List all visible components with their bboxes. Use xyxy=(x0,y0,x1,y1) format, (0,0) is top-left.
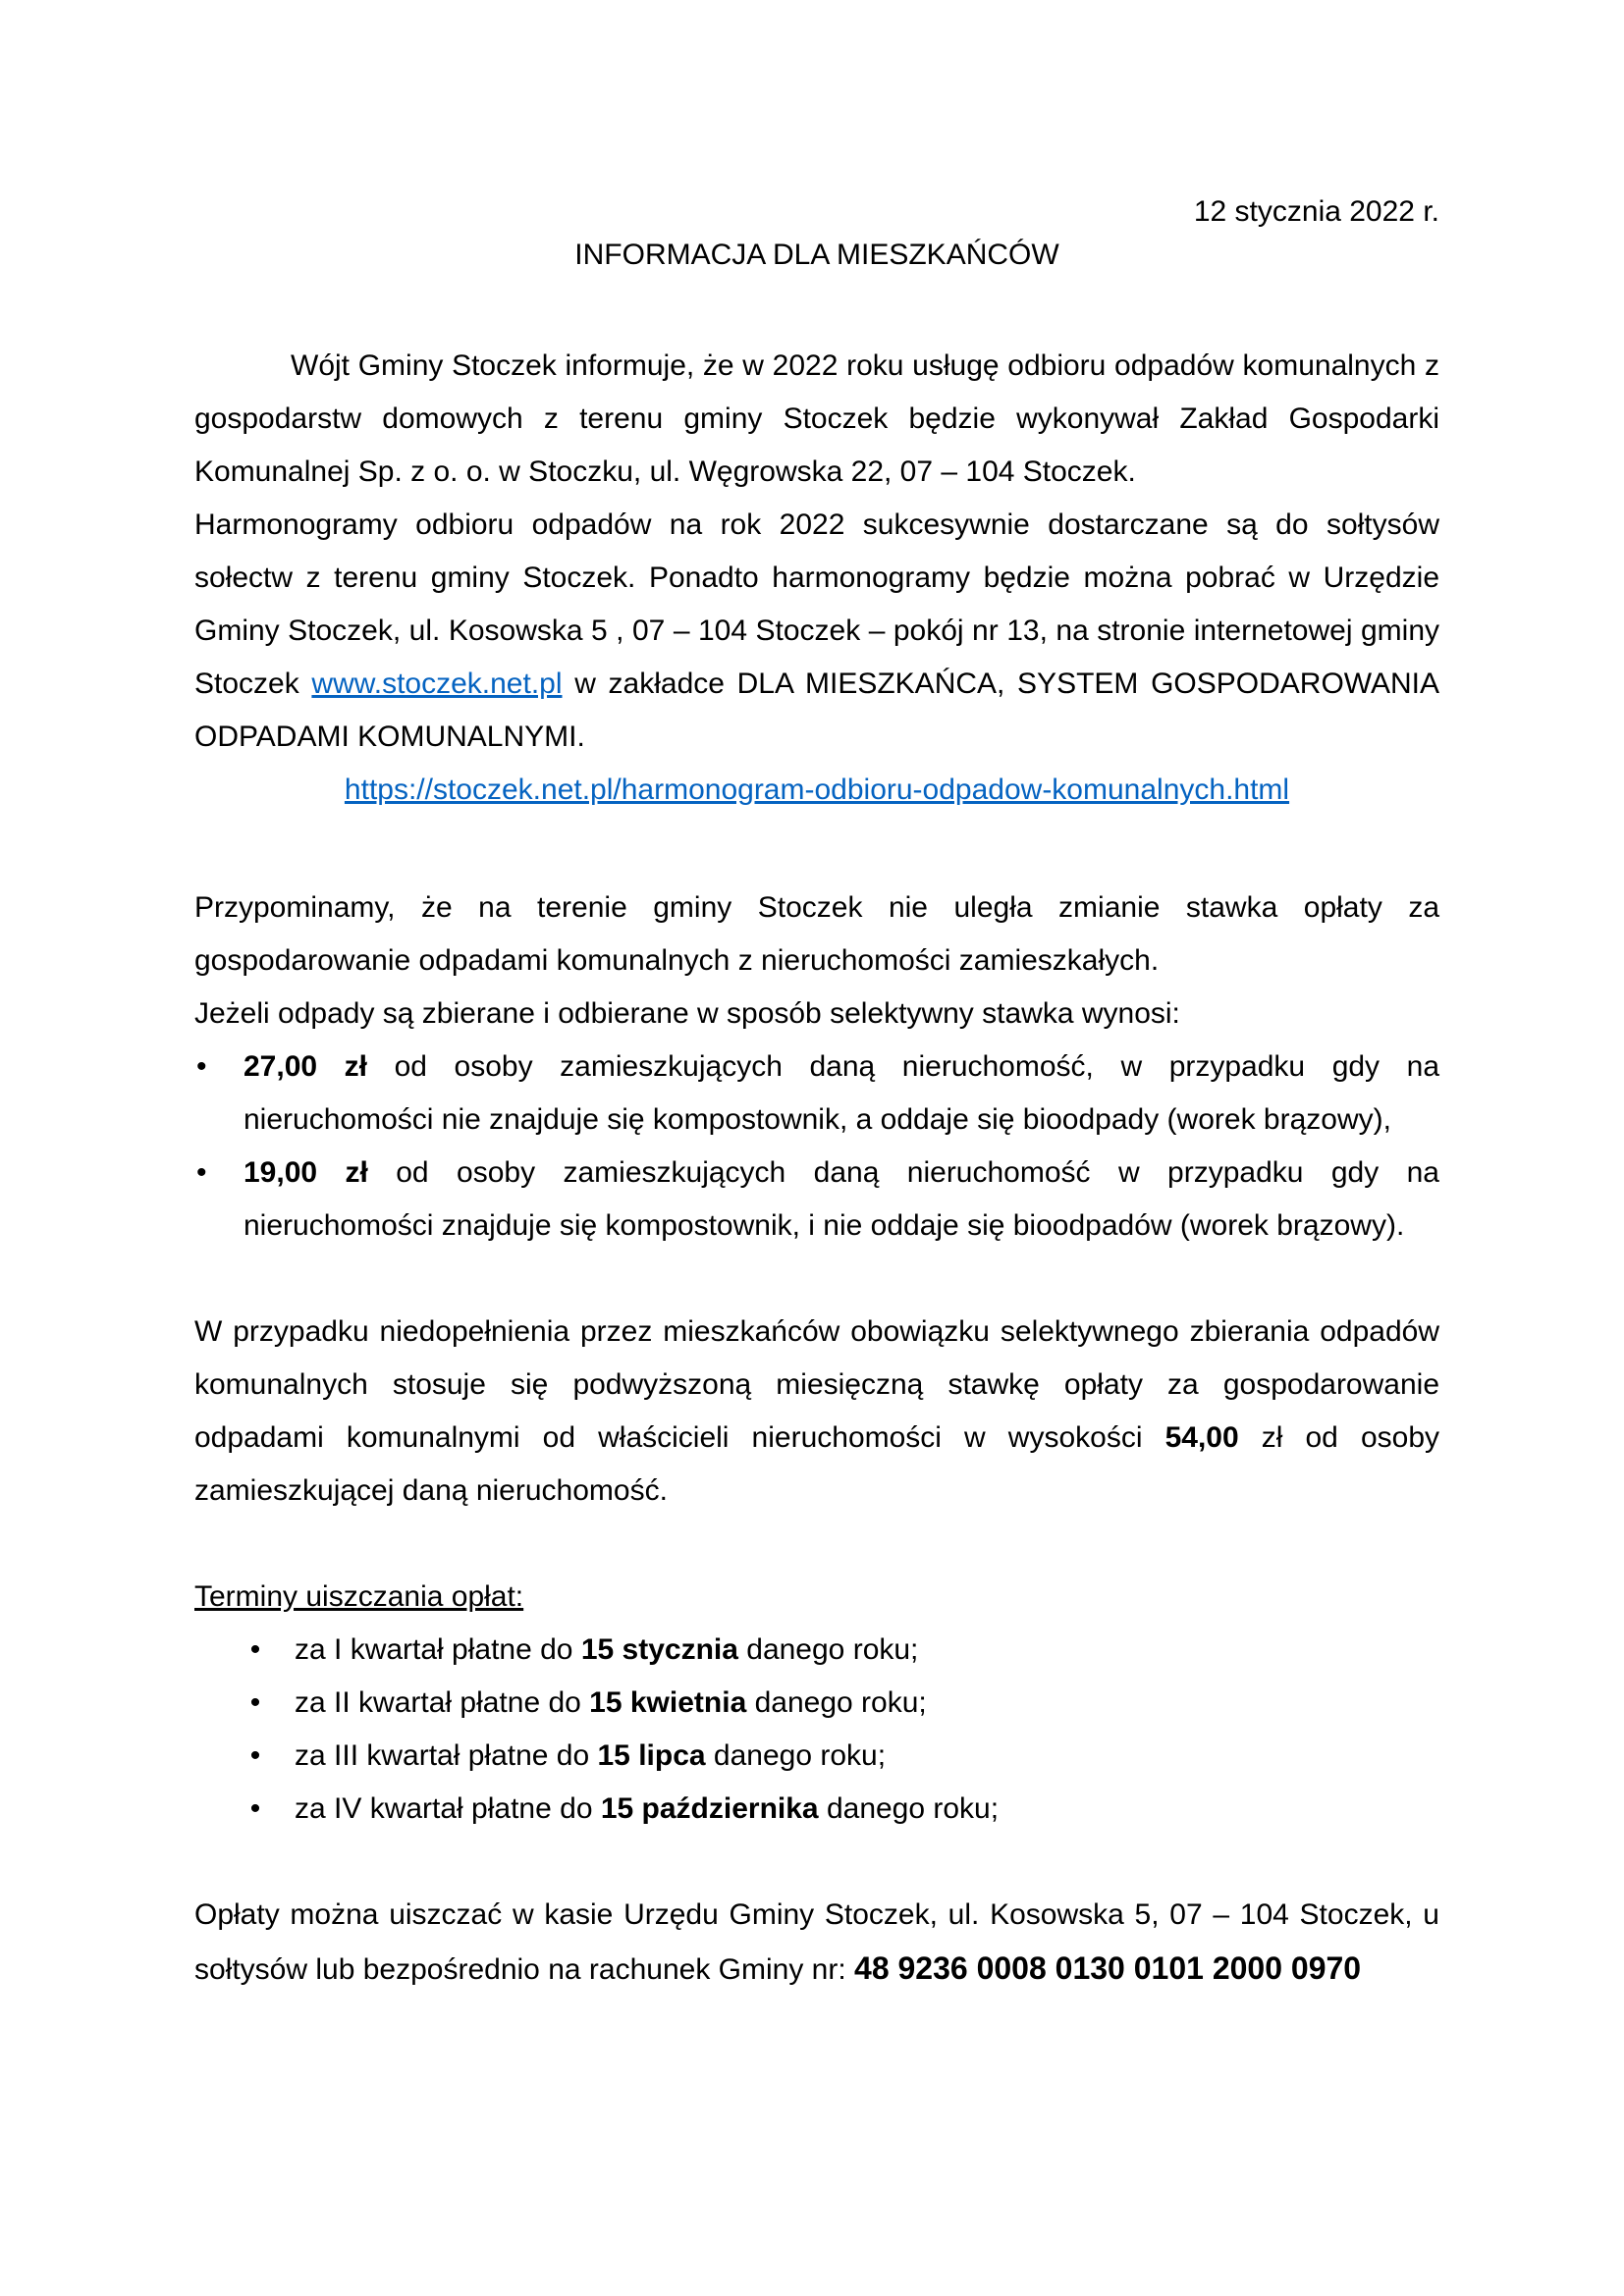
rate-text: od osoby zamieszkujących daną nieruchomość w przypadku gdy na nieruchomości znajduje się kompostownik, i nie oddaje się bioodpadów (worek brązowy). xyxy=(244,1156,1439,1242)
rate-item-19 xyxy=(194,1147,1439,1253)
term-item-q2 xyxy=(194,1677,1439,1730)
reminder-paragraph: Przypominamy, że na terenie gminy Stoczek nie uległa zmianie stawka opłaty za gospodarowanie odpadami komunalnych z nieruchomości zamieszkałych. xyxy=(194,891,1439,977)
site-link[interactable]: www.stoczek.net.pl xyxy=(311,667,563,700)
term-item-q1 xyxy=(194,1624,1439,1677)
penalty-text-after: zł od osoby zamieszkującej daną nieruchomość. xyxy=(194,1421,1440,1507)
intro-paragraph: Wójt Gminy Stoczek informuje, że w 2022 roku usługę odbioru odpadów komunalnych z gospodarstw domowych z terenu gminy Stoczek będzie wykonywał Zakład Gospodarki Komunalnej Sp. z o. o. w Stoczku, ul. Węgrowska 22, 07 – 104 Stoczek. xyxy=(194,349,1439,488)
term-text-before: za II kwartał płatne do xyxy=(295,1686,590,1719)
schedules-text-before: Harmonogramy odbioru odpadów na rok 2022 sukcesywnie dostarczane są do sołtysów sołectw z terenu gminy Stoczek. Ponadto harmonogramy będzie można pobrać w Urzędzie Gminy Stoczek, ul. Kosowska 5 , 07 – 104 Stoczek – pokój nr 13, na stronie internetowej gminy Stoczek xyxy=(194,508,1439,700)
bullet-icon: • xyxy=(249,1792,261,1825)
term-date: 15 stycznia xyxy=(580,1633,738,1666)
bullet-icon: • xyxy=(196,1156,207,1189)
penalty-text-before: W przypadku niedopełnienia przez mieszkańców obowiązku selektywnego zbierania odpadów komunalnych stosuje się podwyższoną miesięczną stawkę opłaty za gospodarowanie odpadami komunalnymi od właścicieli nieruchomości w wysokości xyxy=(194,1315,1439,1454)
term-date: 15 kwietnia xyxy=(589,1686,747,1719)
bullet-icon: • xyxy=(249,1686,261,1719)
bullet-icon: • xyxy=(196,1050,207,1083)
schedules-text-after: w zakładce DLA MIESZKAŃCA, SYSTEM GOSPODAROWANIA ODPADAMI KOMUNALNYMI. xyxy=(194,667,1439,753)
term-item-q3 xyxy=(194,1730,1439,1783)
penalty-paragraph xyxy=(194,1306,1439,1518)
term-item-q4 xyxy=(194,1783,1439,1836)
terms-list xyxy=(194,1624,1439,1836)
term-date: 15 października xyxy=(600,1792,819,1825)
term-text-before: za IV kwartał płatne do xyxy=(295,1792,601,1825)
term-date: 15 lipca xyxy=(597,1739,706,1772)
schedule-url-line xyxy=(194,764,1439,817)
document-content xyxy=(194,192,1439,1997)
terms-heading: Terminy uiszczania opłat: xyxy=(194,1580,524,1613)
schedules-paragraph xyxy=(194,499,1439,764)
schedule-url-link[interactable]: https://stoczek.net.pl/harmonogram-odbioru-odpadow-komunalnych.html xyxy=(344,774,1290,806)
payment-text: Opłaty można uiszczać w kasie Urzędu Gminy Stoczek, ul. Kosowska 5, 07 – 104 Stoczek, u sołtysów lub bezpośrednio na rachunek Gminy nr: xyxy=(194,1898,1439,1986)
term-text-before: za III kwartał płatne do xyxy=(295,1739,598,1772)
penalty-amount: 54,00 xyxy=(1164,1421,1239,1454)
rate-item-27 xyxy=(194,1041,1439,1147)
term-text-after: danego roku; xyxy=(746,1686,927,1719)
payment-paragraph xyxy=(194,1889,1439,1997)
selective-intro: Jeżeli odpady są zbierane i odbierane w sposób selektywny stawka wynosi: xyxy=(194,997,1180,1030)
term-text-after: danego roku; xyxy=(818,1792,1000,1825)
rates-list xyxy=(194,1041,1439,1253)
document-title: INFORMACJA DLA MIESZKAŃCÓW xyxy=(574,239,1059,271)
bullet-icon: • xyxy=(249,1739,261,1772)
term-text-before: za I kwartał płatne do xyxy=(295,1633,581,1666)
document-date: 12 stycznia 2022 r. xyxy=(1193,195,1439,228)
rate-text: od osoby zamieszkujących daną nieruchomość, w przypadku gdy na nieruchomości nie znajduje się kompostownik, a oddaje się bioodpady (worek brązowy), xyxy=(244,1050,1440,1136)
bank-account-number: 48 9236 0008 0130 0101 2000 0970 xyxy=(854,1950,1362,1986)
rate-amount: 19,00 zł xyxy=(244,1156,368,1189)
bullet-icon: • xyxy=(249,1633,261,1666)
term-text-after: danego roku; xyxy=(737,1633,919,1666)
rate-amount: 27,00 zł xyxy=(244,1050,367,1083)
term-text-after: danego roku; xyxy=(705,1739,887,1772)
